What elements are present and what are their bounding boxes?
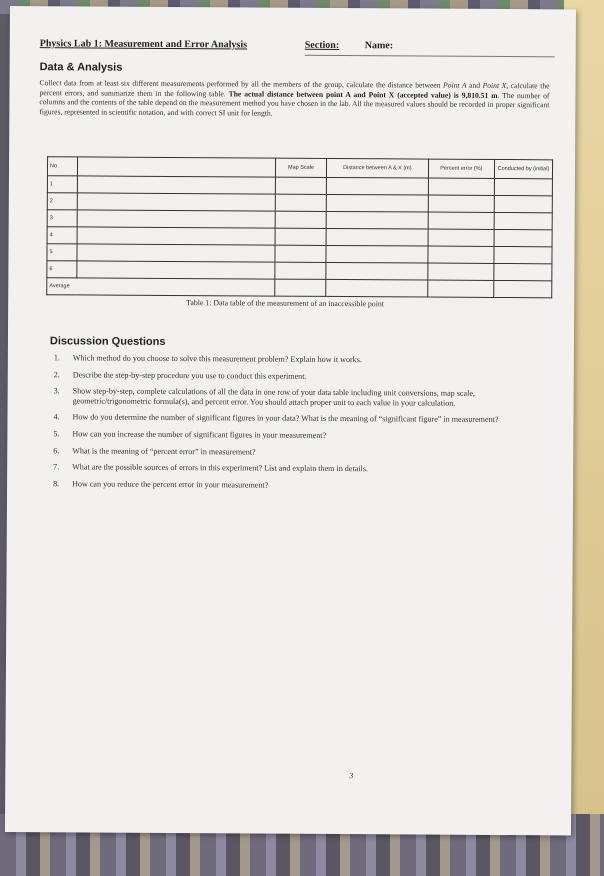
table-cell[interactable] xyxy=(275,211,326,228)
accepted-value-text: The actual distance between point A and Point X (accepted value) is 9,810.51 m xyxy=(228,88,498,100)
table-footer-row xyxy=(47,278,552,298)
table-cell[interactable] xyxy=(326,211,428,229)
header-map-scale: Map Scale xyxy=(276,158,327,177)
table-cell[interactable] xyxy=(275,279,326,296)
question-text: What is the meaning of “percent error” in measurement? xyxy=(72,445,256,457)
table-cell[interactable] xyxy=(76,244,275,262)
row-number: 5 xyxy=(47,244,77,261)
question-number: 8. xyxy=(53,479,60,489)
average-label: Average xyxy=(47,278,275,296)
table-cell[interactable] xyxy=(494,263,552,280)
table-cell[interactable] xyxy=(428,212,494,229)
name-line xyxy=(305,55,555,58)
data-analysis-paragraph xyxy=(39,78,549,119)
table-cell[interactable] xyxy=(275,177,326,194)
question-number: 3. xyxy=(53,386,60,396)
table-cell[interactable] xyxy=(77,176,276,194)
table-caption: Table 1: Data table of the measurement of an inaccessible point xyxy=(186,298,384,309)
discussion-heading: Discussion Questions xyxy=(49,335,166,348)
question-number: 2. xyxy=(53,369,60,379)
point-x-text: Point X xyxy=(482,80,507,91)
table-cell[interactable] xyxy=(428,246,494,263)
paragraph-text: and xyxy=(466,80,483,90)
table-cell[interactable] xyxy=(326,279,428,297)
table-cell[interactable] xyxy=(326,194,428,212)
table-cell[interactable] xyxy=(326,228,428,246)
list-item xyxy=(50,386,550,408)
question-number: 5. xyxy=(53,429,60,439)
table-cell[interactable] xyxy=(77,210,276,228)
table-cell[interactable] xyxy=(326,177,428,195)
row-number: 6 xyxy=(47,261,77,278)
row-number: 1 xyxy=(47,176,77,193)
table-cell[interactable] xyxy=(494,178,552,195)
table-cell[interactable] xyxy=(428,263,494,280)
point-a-text: Point A xyxy=(443,80,467,90)
header-blank xyxy=(77,157,276,177)
table-cell[interactable] xyxy=(326,245,428,263)
list-item xyxy=(49,413,549,426)
list-item xyxy=(49,429,549,442)
row-number: 2 xyxy=(47,193,77,210)
list-item xyxy=(50,353,550,366)
question-text: How can you increase the number of significant figures in your measurement? xyxy=(72,429,327,440)
table-cell[interactable] xyxy=(494,280,552,297)
question-number: 6. xyxy=(53,445,60,455)
list-item xyxy=(50,370,550,383)
question-text: How can you reduce the percent error in your measurement? xyxy=(72,479,269,490)
list-item xyxy=(49,462,549,475)
question-text: Which method do you choose to solve this measurement problem? Explain how it works. xyxy=(72,353,362,365)
list-item xyxy=(49,446,549,459)
table-cell[interactable] xyxy=(494,212,552,229)
section-label: Section: xyxy=(304,39,340,52)
table-cell[interactable] xyxy=(494,229,552,246)
header-percent-error: Percent error (%) xyxy=(428,159,494,178)
table-cell[interactable] xyxy=(76,261,275,279)
question-number: 7. xyxy=(53,462,60,472)
table-cell[interactable] xyxy=(326,262,428,280)
table-cell[interactable] xyxy=(275,228,326,245)
table-cell[interactable] xyxy=(275,194,326,211)
question-text: Show step-by-step, complete calculations of all the data in one row of your data table including unit conversions, map scale, geometric/trigonometric formula(s), and percent error. You should attach proper unit to each value in your calculation. xyxy=(72,386,475,408)
row-number: 4 xyxy=(47,227,77,244)
question-list xyxy=(49,353,550,498)
name-label: Name: xyxy=(364,40,394,52)
table-cell[interactable] xyxy=(428,178,494,195)
page-number: 3 xyxy=(349,771,354,781)
data-table xyxy=(46,156,553,298)
table-cell[interactable] xyxy=(275,262,326,279)
question-text: How do you determine the number of significant figures in your data? What is the meaning of “significant figure” in measurement? xyxy=(72,412,499,425)
data-analysis-heading: Data & Analysis xyxy=(39,61,123,74)
table-cell[interactable] xyxy=(427,280,493,297)
page-header xyxy=(39,38,394,52)
page-title: Physics Lab 1: Measurement and Error Analysis xyxy=(39,38,248,51)
table-cell[interactable] xyxy=(494,195,552,212)
header-conducted-by: Conducted by (initial) xyxy=(494,159,552,178)
table-cell[interactable] xyxy=(77,193,276,211)
table-cell[interactable] xyxy=(428,229,494,246)
row-number: 3 xyxy=(47,210,77,227)
paragraph-text: . The number of columns and the contents of the table depend on the measurement method you have chosen in the lab. All the measured values should be recorded in proper significant figures, represented in scientific notation, and with correct SI unit for length. xyxy=(39,90,550,118)
header-distance: Distance between A & X (m) xyxy=(326,158,428,178)
table-cell[interactable] xyxy=(494,246,552,263)
paragraph-text: Collect data from at least six different measurements performed by all the members of the group, calculate the distance between xyxy=(39,78,444,90)
header-no: No xyxy=(47,157,77,176)
list-item xyxy=(49,479,549,492)
paragraph-text: , calculate the percent errors, and summarize them in the following table. xyxy=(39,81,550,98)
question-number: 4. xyxy=(53,412,60,422)
table-cell[interactable] xyxy=(428,195,494,212)
question-text: What are the possible sources of errors in this experiment? List and explain them in details. xyxy=(72,462,369,474)
table-cell[interactable] xyxy=(275,245,326,262)
question-text: Describe the step-by-step procedure you use to conduct this experiment. xyxy=(72,369,307,381)
question-number: 1. xyxy=(53,353,60,363)
table-cell[interactable] xyxy=(77,227,276,245)
worksheet-page xyxy=(5,6,576,835)
